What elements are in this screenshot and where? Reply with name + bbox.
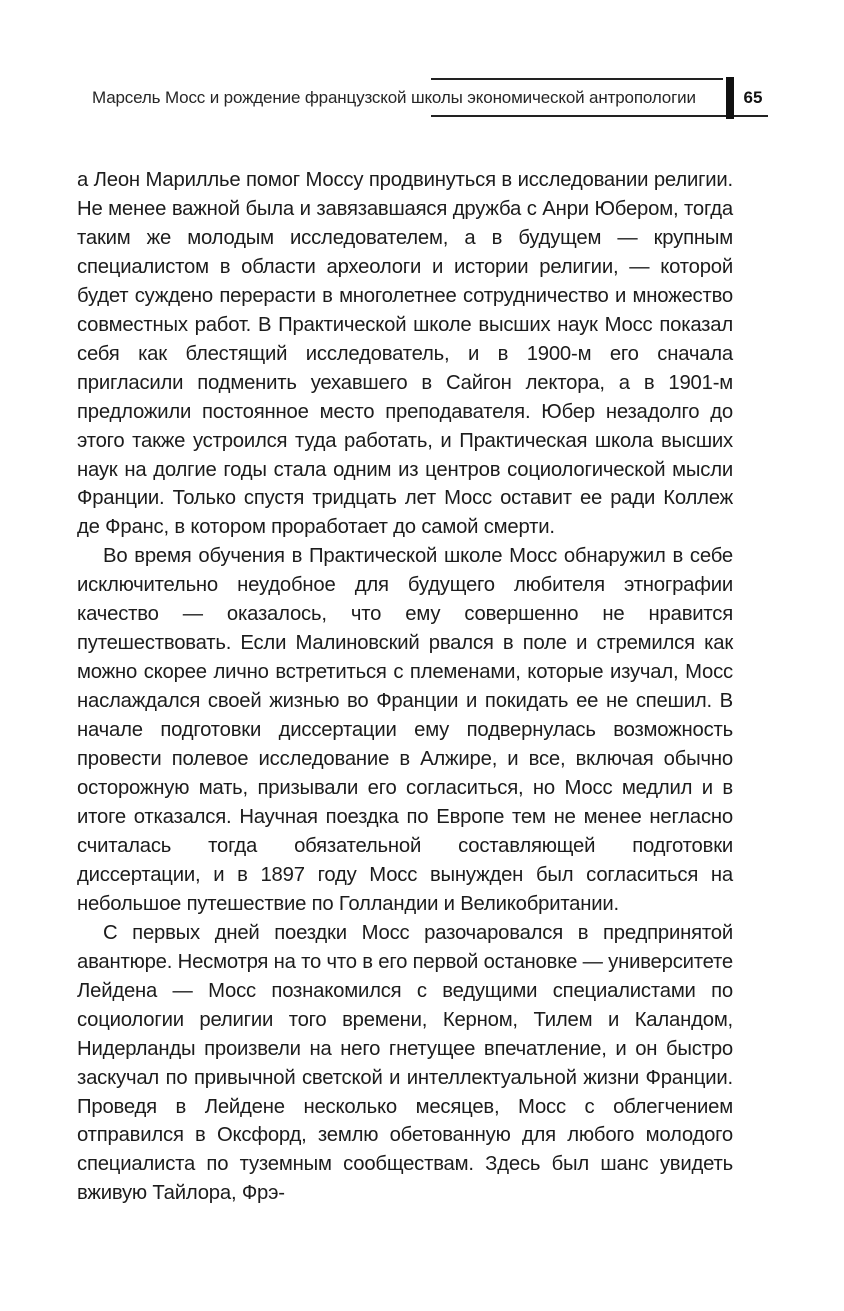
running-header	[92, 86, 768, 118]
paragraph: С первых дней поездки Мосс разочаровался в предпринятой авантюре. Несмотря на то что в его первой остановке — университете Лейдена — Мосс познакомился с ведущими специалистами по социологии религии того времени, Керном, Тилем и Каландом, Нидерланды произвели на него гнетущее впечатление, и он быстро заскучал по привычной светской и интеллектуальной жизни Франции. Проведя в Лейдене несколько месяцев, Мосс с облегчением отправился в Оксфорд, землю обетованную для любого молодого специалиста по туземным сообществам. Здесь был шанс увидеть вживую Тайлора, Фрэ-	[77, 921, 733, 1205]
header-rule-bottom	[431, 115, 768, 117]
header-rule-top	[431, 78, 723, 80]
page-number-separator	[726, 77, 734, 119]
paragraph: а Леон Марилльe помог Моссу продвинуться в исследовании религии. Не менее важной была и завязавшаяся дружба с Анри Юбером, тогда таким же молодым исследователем, а в будущем — крупным специалистом в области археологи и истории религии, — которой будет суждено перерасти в многолетнее сотрудничество и множество совместных работ. В Практической школе высших наук Мосс показал себя как блестящий исследователь, и в 1900-м его сначала пригласили подменить уехавшего в Сайгон лектора, а в 1901-м предложили постоянное место преподавателя. Юбер незадолго до этого также устроился туда работать, и Практическая школа высших наук на долгие годы стала одним из центров социологической мысли Франции. Только спустя тридцать лет Мосс оставит ее ради Коллеж де Франс, в котором проработает до самой смерти.	[77, 169, 733, 539]
running-title: Марсель Мосс и рождение французской школы экономической антропологии	[92, 88, 696, 107]
page-number: 65	[743, 88, 763, 107]
body-text	[77, 166, 733, 1208]
paragraph: Во время обучения в Практической школе Мосс обнаружил в себе исключительно неудобное для будущего любителя этнографии качество — оказалось, что ему совершенно не нравится путешествовать. Если Малиновский рвался в поле и стремился как можно скорее лично встретиться с племенами, которые изучал, Мосс наслаждался своей жизнью во Франции и покидать ее не спешил. В начале подготовки диссертации ему подвернулась возможность провести полевое исследование в Алжире, и все, включая обычно осторожную мать, призывали его согласиться, но Мосс медлил и в итоге отказался. Научная поездка по Европе тем не менее негласно считалась тогда обязательной составляющей подготовки диссертации, и в 1897 году Мосс вынужден был согласиться на небольшое путешествие по Голландии и Великобритании.	[77, 545, 733, 915]
